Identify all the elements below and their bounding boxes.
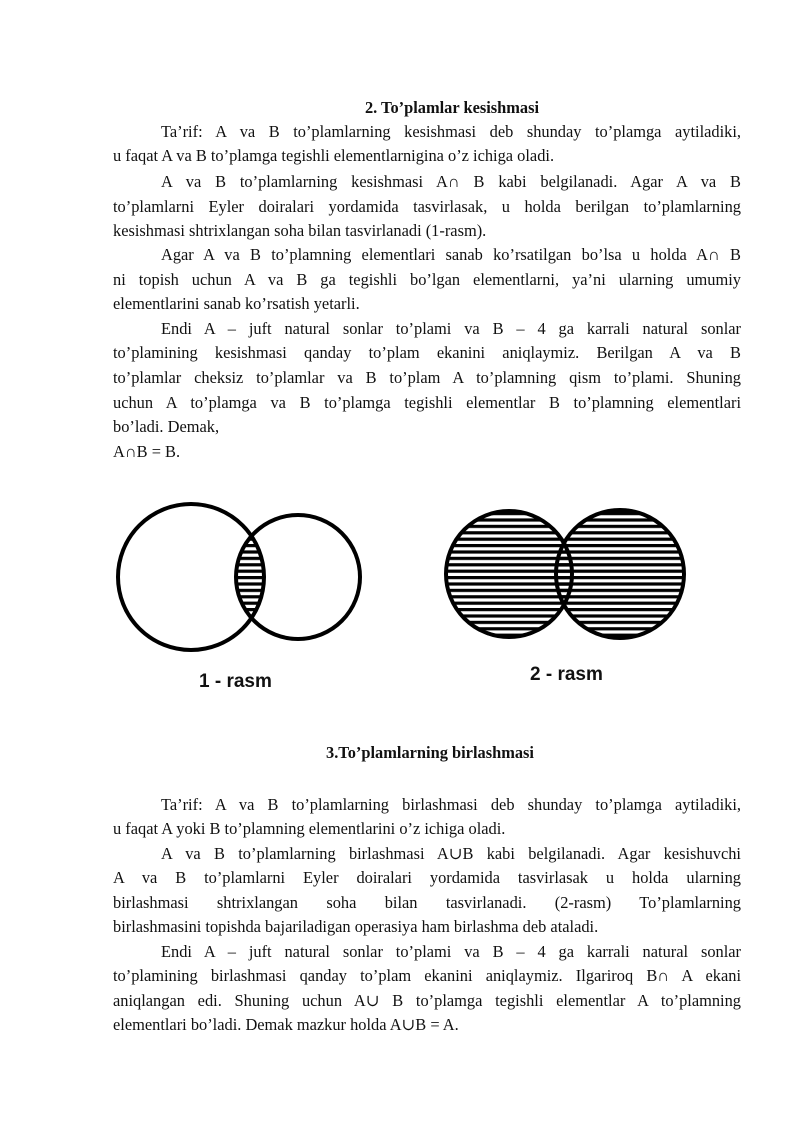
paragraph-line: ni topish uchun A va B ga tegishli bo’lgan elementlarni, ya’ni ularning umumiy: [113, 270, 741, 289]
paragraph-line: kesishmasi shtrixlangan soha bilan tasvirlanadi (1-rasm).: [113, 221, 487, 240]
paragraph-line: A va B to’plamlarni Eyler doiralari yordamida tasvirlasak u holda ularning: [113, 868, 741, 887]
paragraph-line: elementlarini sanab ko’rsatish yetarli.: [113, 294, 360, 313]
paragraph-line: u faqat A yoki B to’plamning elementlarini o’z ichiga oladi.: [113, 819, 506, 838]
paragraph-line: to’plamining kesishmasi qanday to’plam ekanini aniqlaymiz. Berilgan A va B: [113, 343, 741, 362]
union-diagram: [446, 510, 684, 638]
paragraph-line: Ta’rif: A va B to’plamlarning birlashmasi deb shunday to’plamga aytiladiki,: [161, 795, 741, 814]
paragraph-line: Endi A – juft natural sonlar to’plami va B – 4 ga karrali natural sonlar: [161, 319, 741, 338]
paragraph-line: bo’ladi. Demak,: [113, 417, 220, 436]
paragraph-line: uchun A to’plamga va B to’plamga tegishli elementlar B to’plamning elementlari: [113, 393, 741, 412]
paragraph-line: u faqat A va B to’plamga tegishli elementlarnigina o’z ichiga oladi.: [113, 146, 555, 165]
section-2-title: 2. To’plamlar kesishmasi: [364, 98, 540, 117]
figure-1-caption: 1 - rasm: [199, 671, 272, 692]
paragraph-line: Endi A – juft natural sonlar to’plami va B – 4 ga karrali natural sonlar: [161, 942, 741, 961]
paragraph-line: to’plamlar cheksiz to’plamlar va B to’plam A to’plamning qism to’plami. Shuning: [113, 368, 741, 387]
intersection-diagram: [118, 504, 360, 650]
paragraph-line: birlashmasi shtrixlangan soha bilan tasvirlanadi. (2-rasm) To’plamlarning: [113, 893, 741, 912]
euler-diagrams-figure: [0, 500, 800, 700]
formula-line: A∩B = B.: [113, 442, 181, 461]
paragraph-line: Ta’rif: A va B to’plamlarning kesishmasi deb shunday to’plamga aytiladiki,: [161, 122, 741, 141]
paragraph-line: elementlari bo’ladi. Demak mazkur holda A∪B = A.: [113, 1015, 459, 1034]
paragraph-line: A va B to’plamlarning birlashmasi A∪B kabi belgilanadi. Agar kesishuvchi: [161, 844, 741, 863]
section-3-title: 3.To’plamlarning birlashmasi: [326, 743, 534, 762]
paragraph-line: to’plamlarni Eyler doiralari yordamida tasvirlasak, u holda berilgan to’plamlarning: [113, 197, 741, 216]
paragraph-line: birlashmasini topishda bajariladigan operasiya ham birlashma deb ataladi.: [113, 917, 599, 936]
figure-2-caption: 2 - rasm: [530, 664, 603, 685]
paragraph-line: Agar A va B to’plamning elementlari sanab ko’rsatilgan bo’lsa u holda A∩ B: [161, 245, 741, 264]
paragraph-line: to’plamining birlashmasi qanday to’plam ekanini aniqlaymiz. Ilgariroq B∩ A ekani: [113, 966, 741, 985]
paragraph-line: A va B to’plamlarning kesishmasi A∩ B kabi belgilanadi. Agar A va B: [161, 172, 741, 191]
paragraph-line: aniqlangan edi. Shuning uchun A∪ B to’plamga tegishli elementlar A to’plamning: [113, 991, 741, 1010]
